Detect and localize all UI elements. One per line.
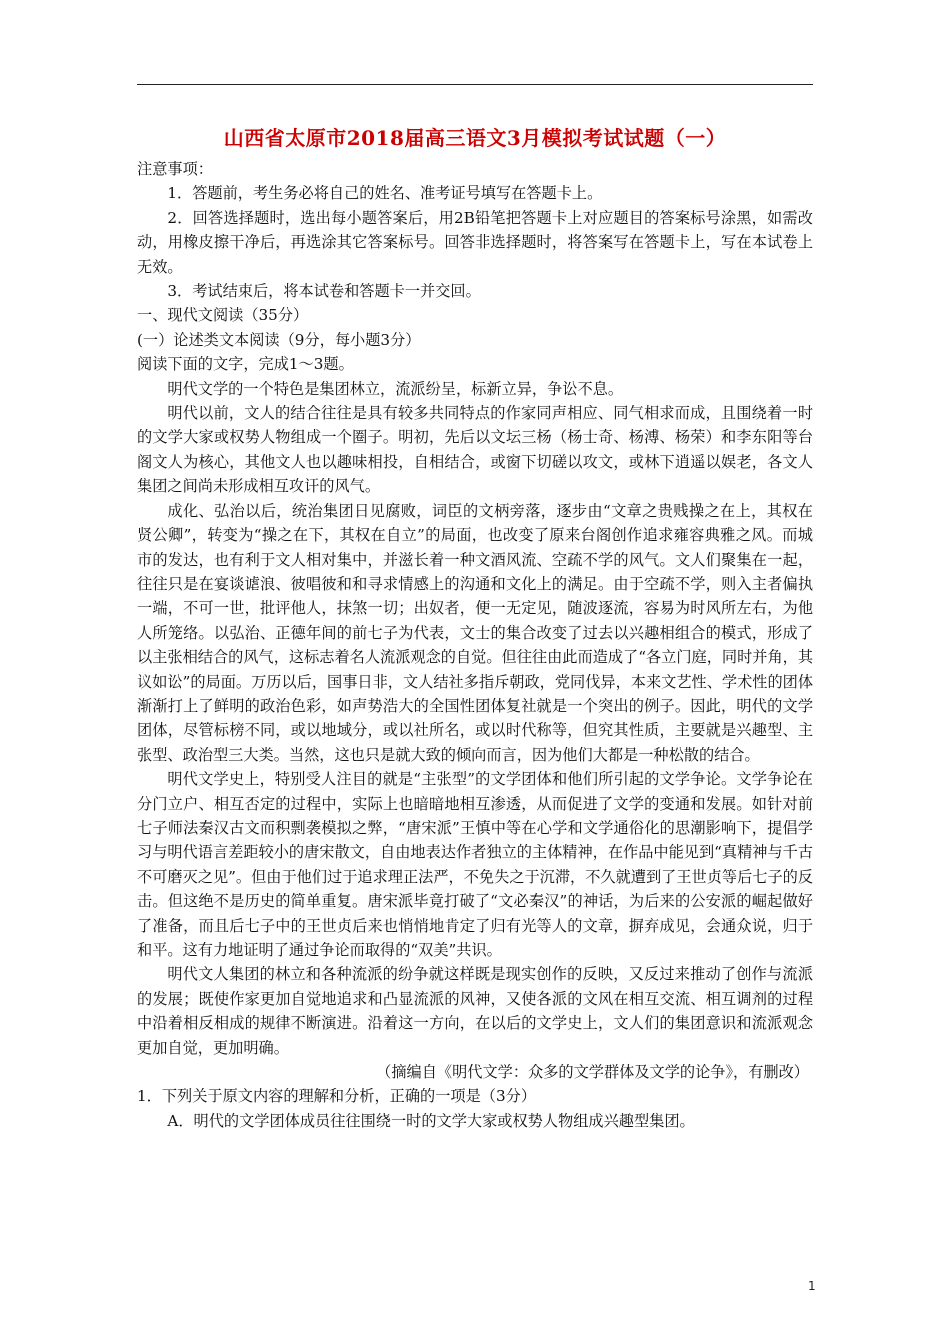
notice-item-1: 1．答题前，考生务必将自己的姓名、准考证号填写在答题卡上。 bbox=[167, 184, 603, 203]
passage-paragraph-2: 明代以前，文人的结合往往是具有较多共同特点的作家同声相应、同气相求而成，且围绕着一时的文学大家或权势人物组成一个圈子。明初，先后以文坛三杨（杨士奇、杨溥、杨荣）和李东阳等台阁文人为核心，其他文人也以趣味相投，自相结合，或窗下切磋以攻文，或林下逍遥以娱老，各文人集团之间尚未形成相互攻讦的风气。 bbox=[137, 404, 813, 496]
page-number: 1 bbox=[808, 1279, 816, 1293]
passage-paragraph-3: 成化、弘治以后，统治集团日见腐败，词臣的文柄旁落，逐步由“文章之贵贱操之在上，其权在贤公卿”，转变为“操之在下，其权在自立”的局面，也改变了原来台阁创作追求雍容典雅之风。而城市的发达，也有利于文人相对集中，并滋长着一种文酒风流、空疏不学的风气。文人们聚集在一起，往往只是在宴谈谑浪、彼唱彼和和寻求情感上的沟通和文化上的满足。由于空疏不学，则入主者偏执一端，不可一世，批评他人，抹煞一切；出奴者，便一无定见，随波逐流，容易为时风所左右，为他人所笼络。以弘治、正德年间的前七子为代表，文士的集合改变了过去以兴趣相组合的模式，形成了以主张相结合的风气，这标志着名人流派观念的自觉。但往往由此而造成了“各立门庭，同时并角，其议如讼”的局面。万历以后，国事日非，文人结社多指斥朝政，党同伐异，本来文艺性、学术性的团体渐渐打上了鲜明的政治色彩，如声势浩大的全国性团体复社就是一个突出的例子。因此，明代的文学团体，尽管标榜不同，或以地域分，或以社所名，或以时代称等，但究其性质，主要就是兴趣型、主张型、政治型三大类。当然，这也只是就大致的倾向而言，因为他们大都是一种松散的结合。 bbox=[137, 501, 814, 764]
passage-paragraph-5: 明代文人集团的林立和各种流派的纷争就这样既是现实创作的反映，又反过来推动了创作与流派的发展；既使作家更加自觉地追求和凸显流派的风神，又使各派的文风在相互交流、相互调剂的过程中沿着相反相成的规律不断演进。沿着这一方向，在以后的文学史上，文人们的集团意识和流派观念更加自觉，更加明确。 bbox=[137, 965, 813, 1057]
passage-paragraph-4: 明代文学史上，特别受人注目的就是“主张型”的文学团体和他们所引起的文学争论。文学争论在分门立户、相互否定的过程中，实际上也暗暗地相互渗透，从而促进了文学的变通和发展。如针对前七子师法秦汉古文而积剽袭模拟之弊，“唐宋派”王慎中等在心学和文学通俗化的思潮影响下，提倡学习与明代语言差距较小的唐宋散文，自由地表达作者独立的主体精神，在作品中能见到“真精神与千古不可磨灭之见”。但由于他们过于追求理正法严，不免失之于沉滞，不久就遭到了王世贞等后七子的反击。但这绝不是历史的简单重复。唐宋派毕竟打破了“文必秦汉”的神话，为后来的公安派的崛起做好了准备，而且后七子中的王世贞后来也悄悄地肯定了归有光等人的文章，摒弃成见，会通众说，归于和平。这有力地证明了通过争论而取得的“双美”共识。 bbox=[137, 770, 814, 959]
document-body bbox=[137, 157, 813, 1133]
section-heading: 一、现代文阅读（35分） bbox=[137, 306, 309, 325]
header-rule bbox=[137, 84, 813, 85]
notice-item-3: 3．考试结束后，将本试卷和答题卡一并交回。 bbox=[167, 282, 481, 301]
subsection-heading: (一）论述类文本阅读（9分，每小题3分） bbox=[137, 330, 421, 349]
page-title: 山西省太原市2018届高三语文3月模拟考试试题（一） bbox=[223, 126, 727, 150]
reading-instruction: 阅读下面的文字，完成1～3题。 bbox=[137, 355, 354, 374]
question-1: 1．下列关于原文内容的理解和分析，正确的一项是（3分） bbox=[137, 1087, 537, 1106]
passage-paragraph-1: 明代文学的一个特色是集团林立，流派纷呈，标新立异，争讼不息。 bbox=[167, 379, 624, 398]
notice-item-2: 2．回答选择题时，选出每小题答案后，用2B铅笔把答题卡上对应题目的答案标号涂黑，如需改动，用橡皮擦干净后，再选涂其它答案标号。回答非选择题时，将答案写在答题卡上，写在本试卷上无效。 bbox=[137, 208, 813, 276]
source-citation: （摘编自《明代文学：众多的文学群体及文学的论争》，有删改） bbox=[376, 1063, 809, 1082]
notice-heading: 注意事项： bbox=[137, 160, 213, 178]
question-1-option-a: A．明代的文学团体成员往往围绕一时的文学大家或权势人物组成兴趣型集团。 bbox=[167, 1111, 695, 1130]
